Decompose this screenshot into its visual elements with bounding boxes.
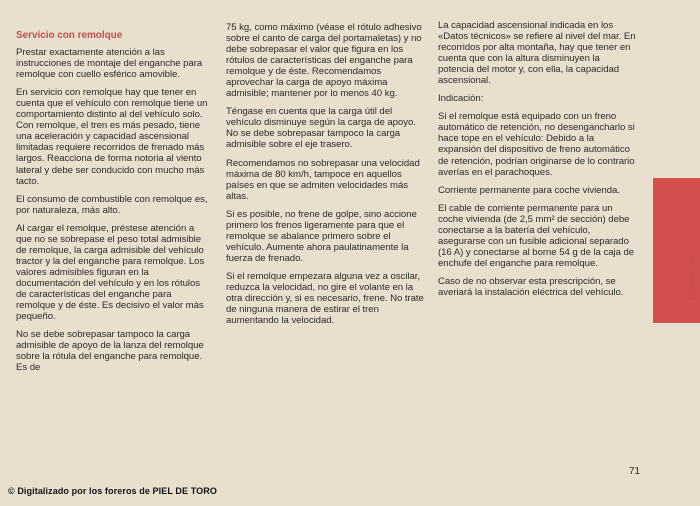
chapter-tab <box>653 178 700 323</box>
paragraph: La capacidad ascensional indicada en los «Datos técnicos» se refiere al nivel del mar. En recorridos por alta montaña, hay que tener en cuenta que con la altura disminuyen la potencia del motor y, con ella, la capacidad ascensional. <box>438 20 636 87</box>
paragraph: Prestar exactamente atención a las instrucciones de montaje del enganche para remolque con cuello esférico amovible. <box>16 47 203 81</box>
paragraph: Caso de no observar esta prescripción, se averiará la instalación eléctrica del vehículo. <box>438 275 624 298</box>
paragraph: Si el remolque está equipado con un freno automático de retención, no desengancharlo si hace tope en el vehículo: Debido a la expansión del dispositivo de freno automático de retención, podrían originarse de lo contrario averías en el parachoques. <box>438 111 635 178</box>
paragraph: Recomendamos no sobrepasar una velocidad máxima de 80 km/h, tampoce en aquellos países en que se admiten velocidades más altas. <box>226 157 420 202</box>
paragraph: En servicio con remolque hay que tener en cuenta que el vehículo con remolque tiene un comportamiento distinto al del vehículo solo. Con remolque, el tren es más pesado, tiene una aceleración y capacidad ascensional limitadas requiere recorridos de frenado más largos. Reacciona de forma notoria al viento lateral y debe ser conducido con mucho más tacto. <box>16 87 208 187</box>
paragraph: No se debe sobrepasar tampoco la carga admisible de apoyo de la lanza del remolque sobre la rótula del enganche para remolque. Es de <box>16 329 204 374</box>
note-label: Indicación: <box>438 93 484 105</box>
paragraph: Téngase en cuenta que la carga útil del vehículo disminuye según la carga de apoyo. No se debe sobrepasar tampoco la carga admisible sobre el eje trasero. <box>226 106 416 151</box>
paragraph: Si es posible, no frene de golpe, sino accione primero los frenos ligeramente para que el remolque se abalance primero sobre el vehículo. Aumente ahora paulatinamente la fuerza de frenado. <box>226 208 417 264</box>
paragraph: Si el remolque empezara alguna vez a oscilar, reduzca la velocidad, no gire el volante en la otra dirección y, si es necesario, frene. No trate de ninguna manera de estirar el tren aumentando la velocidad. <box>226 270 424 327</box>
column-2 <box>226 22 426 333</box>
scan-credit: © Digitalizado por los foreros de PIEL DE TORO <box>8 486 217 496</box>
paragraph: El consumo de combustible con remolque es, por naturaleza, más alto. <box>16 193 208 216</box>
page-number: 71 <box>629 466 641 477</box>
section-title: Servicio con remolque <box>16 30 123 41</box>
paragraph: El cable de corriente permanente para un coche vivienda (de 2,5 mm² de sección) debe conectarse a la batería del vehículo, asegurarse con un fusible adicional separado (16 A) y conectarse al borne 54 g de la caja de enchufe del enganche para remolque. <box>438 202 635 269</box>
chapter-tab-label: La marcha <box>686 255 697 300</box>
paragraph: 75 kg, como máximo (véase el rótulo adhesivo sobre el canto de carga del portamaletas) y no debe sobrepasar el valor que figura en los rótulos de características del enganche para remolque y de éste. Recomendamos aprovechar la carga de apoyo máxima admisible; mantener por lo menos 40 kg. <box>226 22 422 100</box>
column-3 <box>438 20 638 305</box>
paragraph: Corriente permanente para coche vivienda. <box>438 184 620 196</box>
paragraph: Al cargar el remolque, préstese atención a que no se sobrepase el peso total admisible de remolque, la carga admisible del vehículo tractor y la del enganche para remolque. Los valores admisibles figuran en la documentación del vehículo y en los rótulos de características del enganche para remolque y de éste. Es decisivo el valor más pequeño. <box>16 222 205 323</box>
column-1 <box>16 20 212 380</box>
